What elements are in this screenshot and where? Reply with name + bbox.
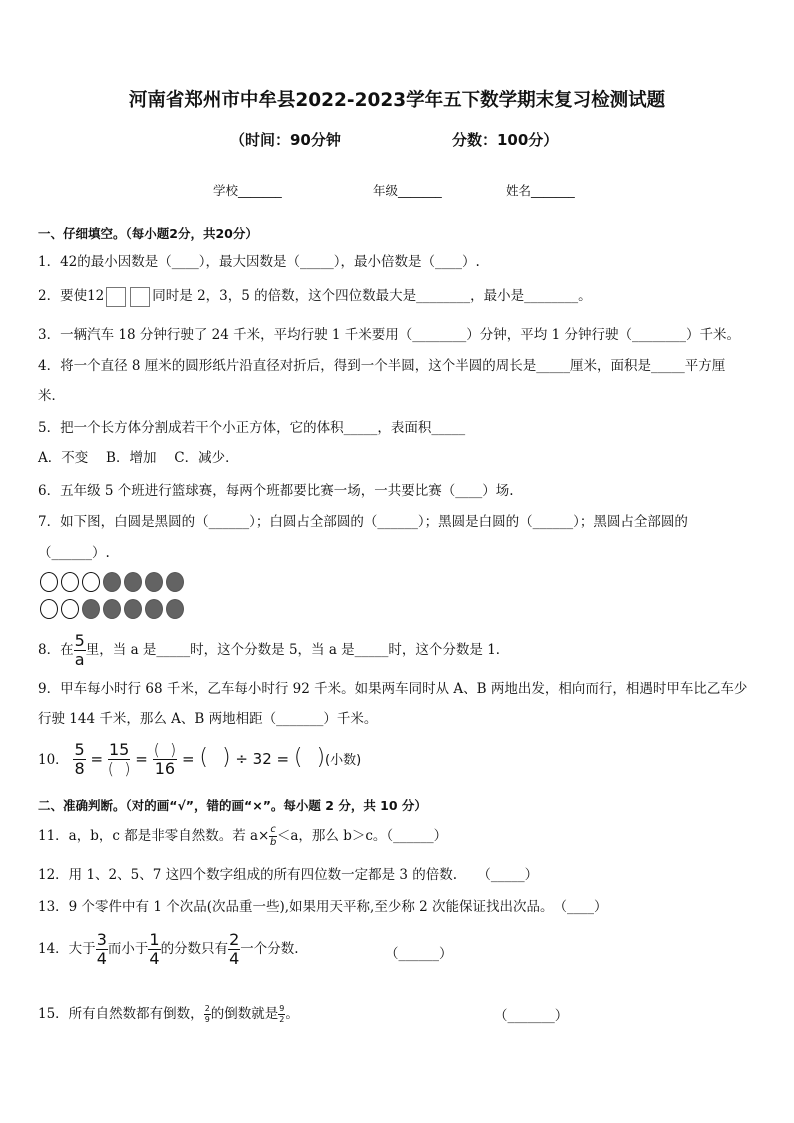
- white-circle: [82, 572, 100, 592]
- numerator: 3: [96, 930, 107, 949]
- question-3: 3．一辆汽车 18 分钟行驶了 24 千米，平均行驶 1 千米要用（________）分钟，平均 1 分钟行驶（________）千米。: [38, 327, 740, 343]
- question-14: [38, 932, 299, 967]
- question-14-prefix: 14．大于: [38, 941, 96, 957]
- numerator: 2: [229, 930, 240, 949]
- equals-sign: =: [90, 750, 104, 768]
- question-15-answer: （_______）: [494, 1008, 569, 1024]
- question-15-text: 的倒数就是: [210, 1006, 279, 1022]
- question-2: [38, 284, 592, 307]
- question-10-label: 10．: [38, 752, 69, 768]
- numerator: 2: [204, 1004, 210, 1013]
- denominator: 8: [74, 759, 85, 778]
- school-field: 学校_______: [213, 183, 282, 198]
- question-9-line-2: 行驶 144 千米，那么 A、B 两地相距（_______）千米。: [38, 711, 378, 727]
- question-4-line-2: 米．: [38, 388, 65, 404]
- question-14-text-d: 一个分数.: [240, 941, 299, 957]
- equals-sign: =: [135, 750, 148, 768]
- fraction-1-4: [148, 932, 160, 967]
- black-circle: [124, 599, 142, 619]
- fraction-2-9: [204, 1005, 211, 1024]
- section-1-heading: 一、仔细填空。（每小题2分，共20分）: [38, 226, 258, 241]
- fraction-15-blank: [108, 742, 131, 777]
- blank-paren: ( ): [293, 745, 326, 770]
- decimal-note: (小数): [325, 753, 362, 768]
- black-circle: [103, 599, 121, 619]
- question-11-text: ＜a，那么 b＞c。（______）: [276, 828, 448, 844]
- question-11-prefix: 11．a，b，c 都是非零自然数。若 a×: [38, 828, 270, 844]
- question-12: 12．用 1、2、5、7 这四个数字组成的所有四位数一定都是 3 的倍数. （_____）: [38, 867, 539, 883]
- numerator: 5: [74, 740, 85, 759]
- question-7-line-1: 7．如下图，白圆是黑圆的（______）；白圆占全部圆的（______）；黑圆是白圆的（______）；黑圆占全部圆的: [38, 514, 688, 530]
- question-8-prefix: 8．在: [38, 642, 74, 658]
- exam-time: （时间：90分钟: [230, 131, 341, 149]
- fraction-numerator: 5: [74, 631, 85, 650]
- digit-box-1[interactable]: [106, 287, 126, 307]
- question-8-text: 里，当 a 是_____时，这个分数是 5，当 a 是_____时，这个分数是 1．: [85, 642, 510, 658]
- question-15-end: 。: [285, 1006, 299, 1022]
- digit-box-2[interactable]: [130, 287, 150, 307]
- white-circle: [40, 599, 58, 619]
- fraction-2-4: [228, 932, 240, 967]
- black-circle: [145, 572, 163, 592]
- question-5-options: A．不变 B．增加 C．减少．: [38, 450, 239, 466]
- page-title: 河南省郑州市中牟县2022-2023学年五下数学期末复习检测试题: [128, 90, 666, 111]
- blank-paren: ( ): [199, 745, 231, 770]
- white-circle: [61, 572, 79, 592]
- fraction-3-4: [96, 932, 108, 967]
- question-14-answer: （______）: [385, 946, 453, 962]
- fraction-blank-16: [153, 742, 178, 777]
- division-text: ÷ 32 =: [235, 750, 290, 768]
- circle-row: [40, 599, 187, 623]
- black-circle: [82, 599, 100, 619]
- question-6: 6．五年级 5 个班进行篮球赛，每两个班都要比赛一场，一共要比赛（____）场.: [38, 483, 514, 499]
- question-15: [38, 1002, 299, 1024]
- denominator: 9: [204, 1015, 210, 1024]
- black-circle: [103, 572, 121, 592]
- question-10: [38, 742, 361, 777]
- denominator: 4: [229, 949, 240, 968]
- question-9-line-1: 9．甲车每小时行 68 千米，乙车每小时行 92 千米。如果两车同时从 A、B 两地出发，相向而行，相遇时甲车比乙车少: [38, 681, 748, 697]
- circle-row: [40, 572, 187, 596]
- numerator: c: [270, 824, 276, 835]
- numerator: 15: [108, 740, 130, 759]
- numerator: 9: [279, 1004, 285, 1013]
- denominator: 2: [279, 1015, 285, 1024]
- fraction-5-8: [73, 742, 85, 777]
- question-8: [38, 633, 509, 668]
- white-circle: [61, 599, 79, 619]
- denominator: 4: [96, 949, 107, 968]
- question-1: 1．42的最小因数是（____），最大因数是（_____），最小倍数是（____）.: [38, 254, 480, 270]
- blank-denominator: ( ): [107, 759, 131, 778]
- exam-score: 分数：100分）: [452, 131, 559, 149]
- denominator: 16: [154, 759, 176, 778]
- blank-numerator: ( ): [153, 740, 177, 759]
- section-2-heading: 二、准确判断。（对的画“√”，错的画“×”。每小题 2 分，共 10 分）: [38, 798, 427, 813]
- white-circle: [40, 572, 58, 592]
- black-circle: [124, 572, 142, 592]
- fraction-5-over-a: [74, 633, 86, 668]
- question-13: 13．9 个零件中有 1 个次品(次品重一些),如果用天平称,至少称 2 次能保证找出次品。 （____）: [38, 899, 608, 915]
- name-field: 姓名_______: [506, 183, 575, 198]
- question-15-prefix: 15．所有自然数都有倒数，: [38, 1006, 204, 1022]
- denominator: 4: [149, 949, 160, 968]
- denominator: b: [269, 837, 277, 848]
- fraction-denominator: a: [74, 650, 85, 669]
- question-14-text-c: 的分数只有: [160, 941, 229, 957]
- question-5: 5．把一个长方体分割成若干个小正方体，它的体积_____，表面积_____: [38, 420, 466, 436]
- grade-field: 年级_______: [373, 183, 442, 198]
- black-circle: [166, 572, 184, 592]
- black-circle: [145, 599, 163, 619]
- question-4-line-1: 4．将一个直径 8 厘米的圆形纸片沿直径对折后，得到一个半圆，这个半圆的周长是_____厘米，面积是_____平方厘: [38, 358, 726, 374]
- circle-figure: [40, 572, 187, 626]
- black-circle: [166, 599, 184, 619]
- question-11: [38, 824, 447, 848]
- equals-sign: =: [182, 750, 195, 768]
- question-14-text-b: 而小于: [107, 941, 149, 957]
- question-2-prefix: 2．要使12: [38, 288, 105, 304]
- fraction-c-over-b: [269, 825, 277, 848]
- numerator: 1: [149, 930, 160, 949]
- question-2-text: 同时是 2，3，5 的倍数，这个四位数最大是________，最小是________。: [152, 288, 592, 304]
- question-7-line-2: （______）.: [38, 545, 110, 561]
